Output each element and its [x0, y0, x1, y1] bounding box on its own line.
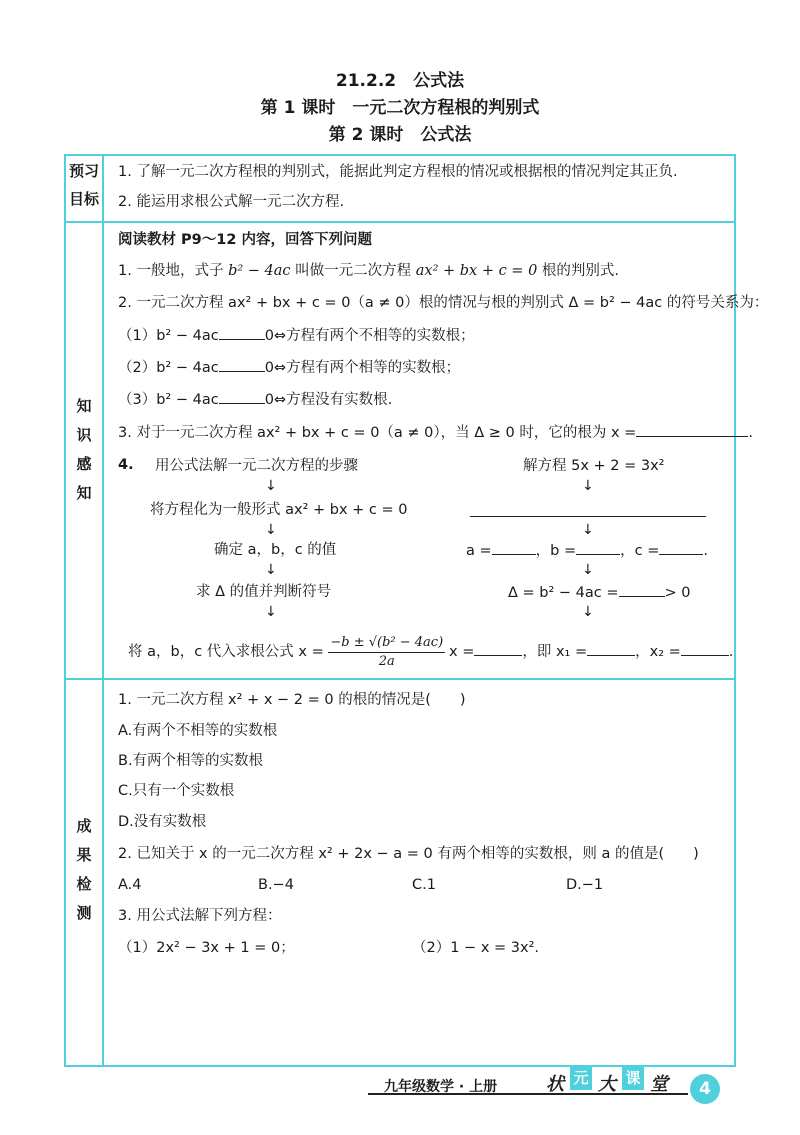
section-title: 21.2.2 公式法	[335, 71, 465, 91]
page-number: 4	[690, 1074, 720, 1104]
blank-x1[interactable]	[587, 641, 635, 656]
knowledge-q2-2: （2）b² − 4ac 0⇔方程有两个相等的实数根；	[118, 357, 460, 378]
blank-c[interactable]	[659, 540, 703, 555]
knowledge-intro: 阅读教材 P9～12 内容，回答下列问题	[118, 232, 372, 248]
blank-x[interactable]	[474, 641, 522, 656]
left-step-3: 求 Δ 的值并判断符号	[196, 584, 332, 600]
blank-delta[interactable]	[619, 582, 665, 597]
arrow-icon: ↓	[582, 522, 594, 538]
check-q1-option-d[interactable]: D.没有实数根	[118, 814, 207, 830]
blank-q2-2[interactable]	[219, 357, 265, 372]
row-divider-2	[64, 678, 736, 680]
check-q3: 3. 用公式法解下列方程：	[118, 908, 282, 924]
goal-2: 2. 能运用求根公式解一元二次方程.	[118, 194, 345, 210]
check-q3-1: （1）2x² − 3x + 1 = 0；	[118, 940, 295, 956]
right-step-2: a = ，b = ，c = .	[466, 540, 708, 561]
arrow-icon: ↓	[265, 478, 277, 494]
knowledge-q2: 2. 一元二次方程 ax² + bx + c = 0（a ≠ 0）根的情况与根的判别式 Δ = b² − 4ac 的符号关系为：	[118, 295, 769, 311]
knowledge-q4-number: 4.	[118, 457, 134, 473]
knowledge-q1: 1. 一般地，式子 b² − 4ac 叫做一元二次方程 ax² + bx + c = 0 根的判别式.	[118, 263, 620, 279]
check-q2-option-a[interactable]: A.4	[118, 877, 142, 893]
left-step-2: 确定 a，b，c 的值	[214, 542, 337, 558]
brand-char-1: 状	[546, 1074, 564, 1095]
brand-char-5: 堂	[650, 1074, 668, 1095]
blank-general-form[interactable]	[470, 500, 706, 517]
label-goals: 预习 目标	[68, 162, 99, 208]
arrow-icon: ↓	[265, 562, 277, 578]
check-q2-option-b[interactable]: B.−4	[258, 877, 294, 893]
label-knowledge: 知 识 感 知	[76, 397, 92, 502]
knowledge-q3: 3. 对于一元二次方程 ax² + bx + c = 0（a ≠ 0），当 Δ ≥ 0 时，它的根为 x = .	[118, 422, 753, 443]
footer-book-title: 九年级数学 · 上册	[384, 1079, 498, 1095]
brand-char-3: 大	[598, 1074, 616, 1095]
arrow-icon: ↓	[582, 478, 594, 494]
worksheet-table	[64, 154, 736, 1067]
right-step-3: Δ = b² − 4ac = > 0	[508, 582, 691, 603]
arrow-icon: ↓	[265, 604, 277, 620]
left-step-1: 将方程化为一般形式 ax² + bx + c = 0	[150, 502, 408, 518]
blank-q2-1[interactable]	[219, 325, 265, 340]
label-check: 成 果 检 测	[76, 817, 92, 922]
knowledge-q2-3: （3）b² − 4ac 0⇔方程没有实数根.	[118, 389, 392, 410]
goal-1: 1. 了解一元二次方程根的判别式，能据此判定方程根的情况或根据根的情况判定其正负.	[118, 164, 678, 180]
check-q1-option-a[interactable]: A.有两个不相等的实数根	[118, 723, 278, 739]
left-step-title: 用公式法解一元二次方程的步骤	[155, 458, 358, 474]
arrow-icon: ↓	[582, 604, 594, 620]
lesson1-title: 第 1 课时 一元二次方程根的判别式	[260, 98, 540, 118]
arrow-icon: ↓	[582, 562, 594, 578]
check-q2-option-d[interactable]: D.−1	[566, 877, 604, 893]
blank-x2[interactable]	[681, 641, 729, 656]
right-step-4: x = ，即 x₁ = ，x₂ = .	[449, 641, 733, 662]
check-q1-option-c[interactable]: C.只有一个实数根	[118, 783, 235, 799]
blank-a[interactable]	[492, 540, 536, 555]
check-q1: 1. 一元二次方程 x² + x − 2 = 0 的根的情况是( )	[118, 692, 466, 708]
root-formula: $\frac{\text{−b ± √(b² − 4ac)}}{2a}$	[330, 634, 444, 669]
check-q2: 2. 已知关于 x 的一元二次方程 x² + 2x − a = 0 有两个相等的实数根，则 a 的值是( )	[118, 846, 699, 862]
check-q1-option-b[interactable]: B.有两个相等的实数根	[118, 753, 264, 769]
check-q3-2: （2）1 − x = 3x².	[412, 940, 539, 956]
brand-char-4: 课	[622, 1066, 644, 1090]
blank-b[interactable]	[576, 540, 620, 555]
brand-char-2: 元	[570, 1066, 592, 1090]
check-q2-option-c[interactable]: C.1	[412, 877, 436, 893]
left-step-4: 将 a，b，c 代入求根公式 x = $\frac{\text{−b ± √(b² − 4ac)}}{2a}$	[128, 634, 444, 669]
column-divider	[102, 154, 104, 1067]
row-divider-1	[64, 221, 736, 223]
knowledge-q2-1: （1）b² − 4ac 0⇔方程有两个不相等的实数根；	[118, 325, 475, 346]
blank-q3[interactable]	[636, 422, 748, 437]
lesson2-title: 第 2 课时 公式法	[328, 125, 472, 145]
right-step-title: 解方程 5x + 2 = 3x²	[523, 458, 665, 474]
blank-q2-3[interactable]	[219, 389, 265, 404]
arrow-icon: ↓	[265, 522, 277, 538]
